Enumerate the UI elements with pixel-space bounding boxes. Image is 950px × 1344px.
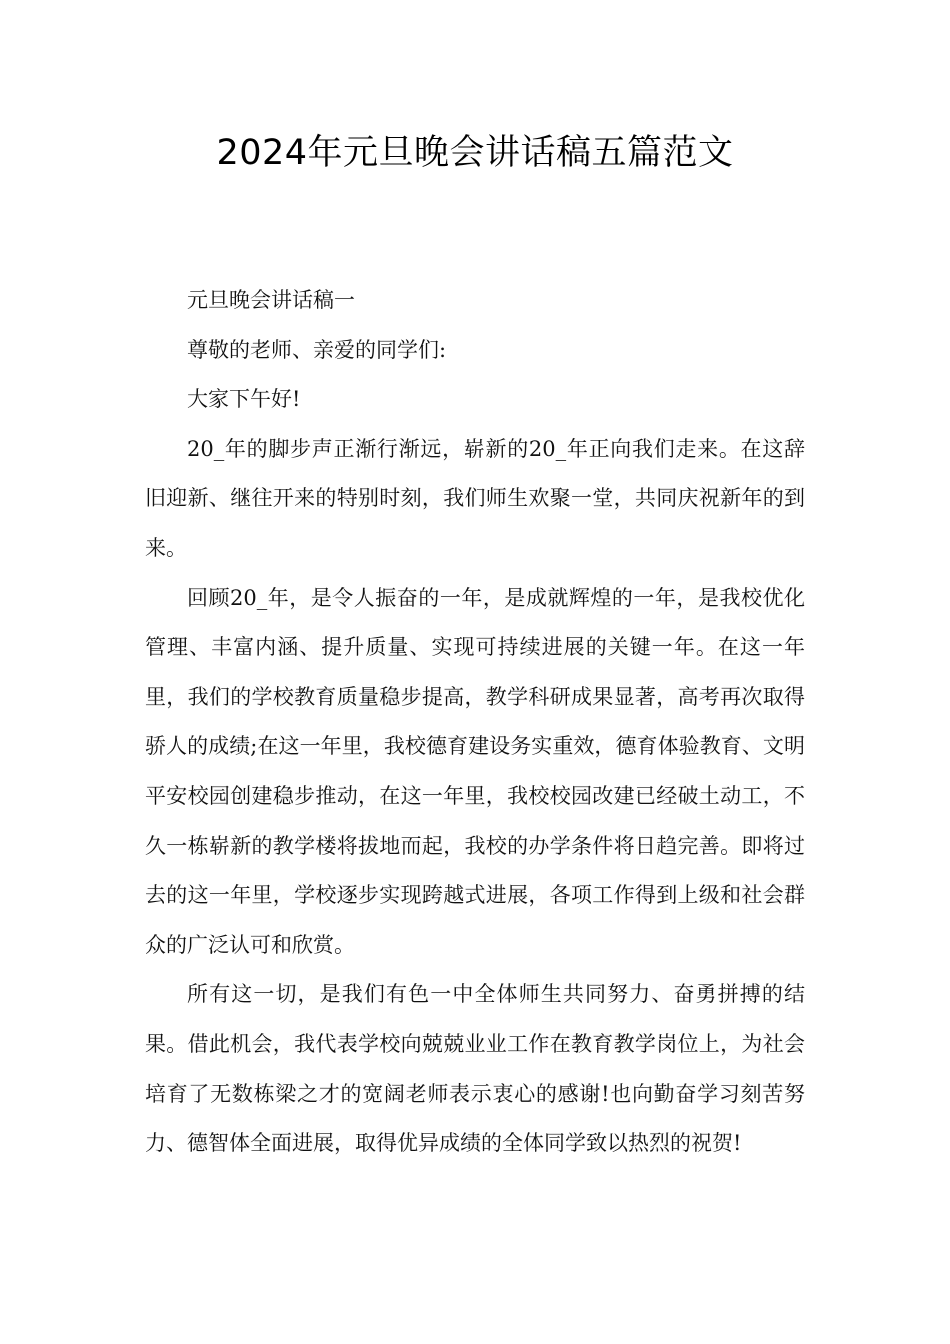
paragraph: 回顾20_年，是令人振奋的一年，是成就辉煌的一年，是我校优化管理、丰富内涵、提升质量、实现可持续进展的关键一年。在这一年里，我们的学校教育质量稳步提高，教学科研成果显著，高考再次取得骄人的成绩;在这一年里，我校德育建设务实重效，德育体验教育、文明平安校园创建稳步推动，在这一年里，我校校园改建已经破土动工，不久一栋崭新的教学楼将拔地而起，我校的办学条件将日趋完善。即将过去的这一年里，学校逐步实现跨越式进展，各项工作得到上级和社会群众的广泛认可和欣赏。 — [145, 585, 805, 957]
section-heading: 元旦晚会讲话稿一 — [187, 288, 355, 312]
document-body — [145, 276, 805, 1169]
salutation: 尊敬的老师、亲爱的同学们: — [187, 337, 447, 362]
greeting: 大家下午好! — [187, 387, 301, 412]
paragraph: 所有这一切，是我们有色一中全体师生共同努力、奋勇拼搏的结果。借此机会，我代表学校向兢兢业业工作在教育教学岗位上，为社会培育了无数栋梁之才的宽阔老师表示衷心的感谢!也向勤奋学习刻苦努力、德智体全面进展，取得优异成绩的全体同学致以热烈的祝贺! — [145, 982, 805, 1156]
paragraph: 20_年的脚步声正渐行渐远，崭新的20_年正向我们走来。在这辞旧迎新、继往开来的特别时刻，我们师生欢聚一堂，共同庆祝新年的到来。 — [145, 436, 805, 560]
document-title: 2024年元旦晚会讲话稿五篇范文 — [216, 133, 734, 173]
